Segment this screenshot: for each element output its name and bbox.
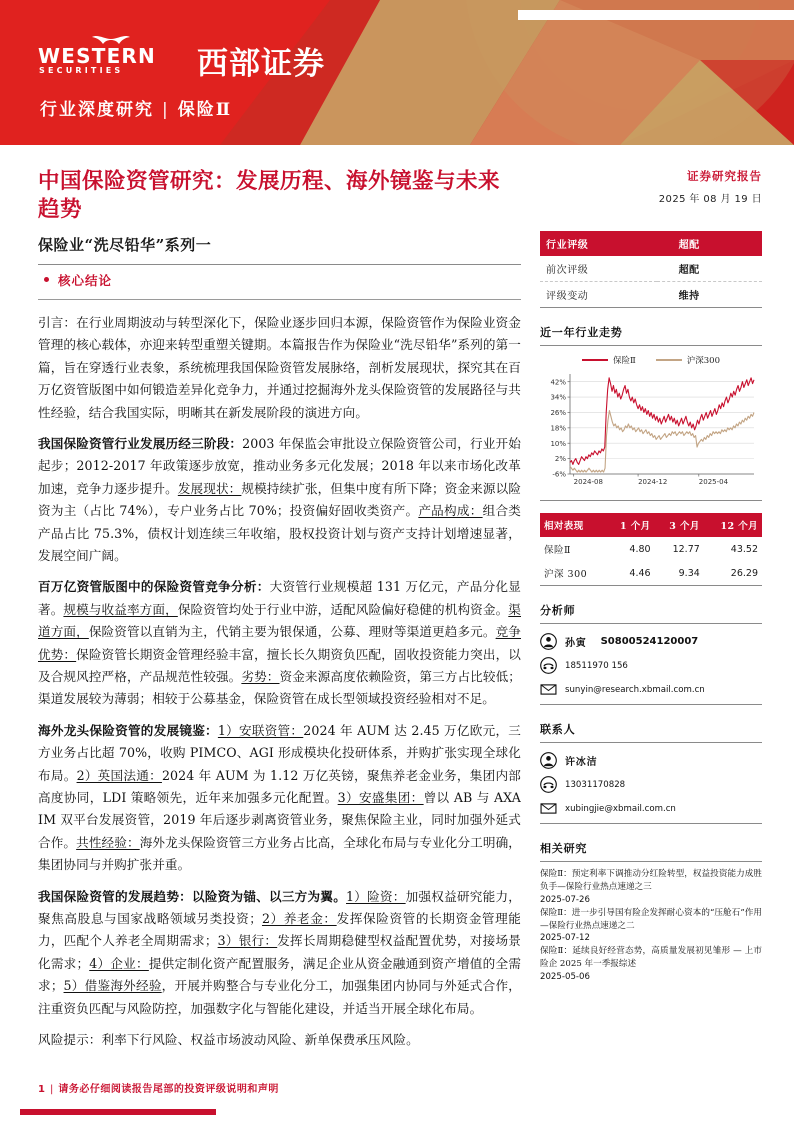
p5-e: ，开展并购整合与专业化分工，加强集团内协同与外延式合作，注重资负匹配与风险防控，加强数字化与智能化建设，并适当开展全球化布局。: [38, 978, 521, 1016]
body-text: [38, 312, 521, 1052]
report-date: 2025 年 08 月 19 日: [658, 194, 762, 205]
p3-b: 保险资管均处于行业中游，适配风险偏好稳健的机构资金。: [177, 601, 509, 617]
contact-name: 许冰洁: [565, 757, 598, 768]
person-icon: [540, 752, 557, 769]
svg-text:34%: 34%: [550, 393, 566, 402]
p2-b: 规模持续扩张，但集中度有所下降；资金来源以险资为主（占比 74%），专户业务占比 70%；投资偏好固收类资产。: [38, 480, 522, 519]
p3-c: 保险资管以直销为主，代销主要为银保通，公募、理财等渠道更趋多元。: [88, 624, 496, 640]
perf-header-1m: 1 个月: [605, 513, 654, 537]
p3-d: 保险资管长期资金管理经验丰富，擅长长久期资负匹配，固收投资能力突出，以及合规风控严格，产品规范性较强。: [38, 646, 521, 684]
contact-name-row: [540, 752, 762, 769]
legend-item-primary: [582, 354, 636, 366]
chart-divider: [540, 500, 762, 501]
rating-label-header: 行业评级: [540, 231, 657, 256]
risk-text: 风险提示：利率下行风险、权益市场波动风险、新单保费承压风险。: [38, 1032, 419, 1048]
p5-c: 发挥长周期稳健型权益配置优势，对接场景化需求；: [38, 933, 522, 971]
p4-b: 2024 年 AUM 为 1.12 万亿英镑，聚焦养老金业务，集团内部高度协同，LDI 策略领先，近年来加强多元化配置。: [38, 767, 522, 805]
list-item[interactable]: [540, 868, 762, 907]
related-item-title: 保险Ⅱ：预定利率下调推动分红险转型，权益投资能力成胜负手—保险行业热点速递之三: [540, 869, 762, 892]
banner-white-stripe: [518, 10, 794, 20]
paragraph-three-stages: [38, 433, 521, 567]
p5-lead: 我国保险资管的发展趋势：以险资为锚、以三方为翼。: [38, 888, 347, 904]
perf-row0-m3: 12.77: [672, 543, 700, 555]
banner-category-line: [40, 95, 232, 120]
analyst-name-row: [540, 633, 762, 650]
analyst-email: sunyin@research.xbmail.com.cn: [565, 684, 705, 695]
rating-change-label: 评级变动: [540, 282, 657, 308]
related-item-title: 保险Ⅱ：延续良好经营态势，高质量发展初见雏形 — 上市险企 2025 年一季报综述: [540, 946, 762, 970]
p4-d: 海外龙头保险资管三方业务占比高，全球化布局与专业化分工明确，集团协同与并购扩张并重。: [38, 834, 522, 873]
list-item[interactable]: [540, 945, 762, 984]
footer-red-bar: [20, 1109, 216, 1115]
p3-lead: 百万亿资管版图中的保险资管竞争分析：: [38, 579, 270, 595]
contact-email-row[interactable]: [540, 800, 762, 817]
p4-u3: 3）安盛集团：: [337, 790, 424, 805]
legend-label-primary: 保险Ⅱ: [612, 356, 636, 366]
p2-lead: 我国保险资管行业发展历经三阶段：: [38, 435, 243, 451]
phone-icon: [540, 657, 557, 674]
page-title: 中国保险资管研究：发展历程、海外镜鉴与未来趋势: [38, 169, 501, 222]
table-row: [540, 537, 762, 561]
p5-d: 提供定制化资产配置服务，满足企业从资金融通到资产增值的全需求；: [38, 955, 522, 994]
paragraph-trends: [38, 886, 521, 1020]
intro-text: 引言：在行业周期波动与转型深化下，保险业逐步回归本源，保险资管作为保险业资金管理的核心载体，亦迎来转型重塑关键期。本篇报告作为保险业“洗尽铅华”系列的第一篇，旨在穿透行业表象，系统梳理我国保险资管发展脉络，剖析发展现状，探究其在百万亿资管版图中如何锻造差异化竞争力，并通过挖掘海外龙头保险资管的发展路径与共性经验，结合我国实际，明晰其在新发展阶段的演进方向。: [38, 314, 521, 420]
analyst-divider: [540, 704, 762, 705]
svg-text:2%: 2%: [554, 455, 566, 464]
header-banner: [0, 0, 794, 145]
list-item[interactable]: [540, 907, 762, 946]
analyst-name: 孙寅: [565, 638, 587, 649]
legend-item-secondary: [656, 354, 720, 366]
svg-text:2024-08: 2024-08: [573, 478, 603, 486]
analyst-phone-row[interactable]: [540, 657, 762, 674]
p5-a: 加强权益研究能力，聚焦高股息与国家战略领域另类投资；: [38, 888, 521, 927]
svg-text:10%: 10%: [550, 439, 566, 448]
related-item-date: 2025-05-06: [540, 972, 590, 983]
related-item-date: 2025-07-26: [540, 894, 590, 905]
perf-header-12m: 12 个月: [704, 513, 762, 537]
p4-c: 曾以 AB 与 AXA IM 双平台发展资管，2019 年后逐步剥离资管业务，聚焦保险主业，同时加强外延式合作。: [38, 790, 521, 850]
bullet-dot-icon: [44, 277, 49, 282]
prev-rating-label: 前次评级: [540, 256, 657, 282]
p3-u3: 竞争优势：: [38, 624, 521, 662]
paragraph-overseas: [38, 720, 521, 877]
paragraph-intro: [38, 312, 521, 424]
p2-u1: 发展现状：: [177, 480, 242, 496]
person-icon: [540, 633, 557, 650]
page-footer: [38, 1080, 279, 1095]
main-content-column: [38, 168, 521, 1060]
perf-row0-m12: 43.52: [730, 543, 758, 555]
page-number: 1: [38, 1084, 45, 1095]
perf-row1-m3: 9.34: [655, 561, 704, 586]
core-conclusion-label: 核心结论: [58, 272, 113, 288]
svg-text:2025-04: 2025-04: [698, 478, 729, 486]
footer-separator: |: [49, 1084, 54, 1095]
rating-header-row: [540, 231, 762, 256]
company-logo: [38, 36, 325, 82]
svg-text:26%: 26%: [550, 409, 566, 418]
email-icon: [540, 681, 557, 698]
paragraph-risk: [38, 1029, 521, 1051]
table-row: [540, 256, 762, 282]
western-securities-mark: [38, 36, 188, 78]
rating-value-header: 超配: [657, 231, 762, 256]
p5-u4: 4）企业：: [89, 955, 149, 971]
rating-change-value: 维持: [657, 282, 762, 308]
perf-row0-m1: 4.80: [629, 543, 651, 555]
p4-a: 2024 年 AUM 达 2.45 万亿欧元，三方业务占比超 70%，收购 PIMCO、AGI 形成模块化投研体系，并购扩张实现全球化布局。: [38, 722, 521, 783]
brand-subtitle: SECURITIES: [39, 66, 124, 75]
p2-c: 组合类产品占比 75.3%，债权计划连续三年收缩，股权投资计划与资产支持计划增速显著，发展空间广阔。: [38, 503, 521, 563]
perf-row1-name: 沪深 300: [540, 561, 605, 586]
table-row: [540, 282, 762, 308]
contact-heading: 联系人: [540, 721, 762, 743]
banner-divider: |: [162, 100, 170, 120]
banner-category: 行业深度研究: [40, 100, 154, 120]
p5-u1: 1）险资：: [346, 888, 406, 904]
prev-rating-value: 超配: [657, 256, 762, 282]
chart-legend: [540, 354, 762, 366]
related-research-list: [540, 868, 762, 984]
p3-a: 大资管行业规模超 131 万亿元，产品分化显著。: [38, 579, 521, 617]
chart-canvas: [540, 368, 762, 496]
p3-u2: 渠道方面，: [38, 601, 521, 640]
contact-email: xubingjie@xbmail.com.cn: [565, 803, 676, 814]
perf-header-row: [540, 513, 762, 537]
footer-disclaimer: 请务必仔细阅读报告尾部的投资评级说明和声明: [58, 1084, 279, 1095]
page-subtitle: 保险业“洗尽铅华”系列一: [38, 235, 212, 254]
sidebar: [540, 168, 762, 984]
phone-icon: [540, 776, 557, 793]
p2-a: 2003 年保监会审批设立保险资管公司，行业开始起步；2012-2017 年政策逐步放宽，推动业务多元化发展；2018 年以来市场化改革加速，竞争力逐步提升。: [38, 435, 521, 496]
p3-u1: 规模与收益率方面，: [63, 601, 178, 617]
svg-text:-6%: -6%: [552, 470, 566, 479]
p5-u3: 3）银行：: [217, 933, 278, 949]
p5-b: 发挥保险资管的长期资金管理能力，匹配个人养老全周期需求；: [38, 911, 521, 949]
svg-text:18%: 18%: [550, 424, 566, 433]
brand-english: WESTERN: [38, 44, 156, 68]
analyst-email-row[interactable]: [540, 681, 762, 698]
p5-u5: 5）借鉴海外经验: [63, 978, 162, 994]
trend-chart: [540, 354, 762, 501]
svg-text:2024-12: 2024-12: [638, 478, 668, 486]
perf-header-3m: 3 个月: [655, 513, 704, 537]
contact-phone: 13031170828: [565, 779, 626, 790]
perf-row0-name: 保险Ⅱ: [544, 545, 571, 556]
analyst-phone: 18511970 156: [565, 660, 628, 671]
title-divider-bottom: [38, 299, 521, 300]
performance-table: [540, 513, 762, 586]
p2-u2: 产品构成：: [418, 503, 483, 519]
email-icon: [540, 800, 557, 817]
svg-text:42%: 42%: [550, 378, 566, 387]
p3-u4: 劣势：: [241, 668, 280, 684]
report-type-label: 证券研究报告: [687, 169, 762, 183]
perf-row1-m1: 4.46: [605, 561, 654, 586]
p4-u1: 1）安联资管：: [217, 722, 304, 738]
contact-divider: [540, 823, 762, 824]
related-item-title: 保险Ⅱ：进一步引导国有险企发挥耐心资本的“压舱石”作用—保险行业热点速递之二: [540, 907, 762, 931]
p4-u4: 共性经验：: [76, 834, 140, 850]
analyst-cert-number: S0800524120007: [600, 636, 699, 647]
related-research-heading: 相关研究: [540, 840, 762, 862]
perf-row1-m12: 26.29: [704, 561, 762, 586]
banner-industry: 保险Ⅱ: [177, 100, 233, 120]
p5-u2: 2）养老金：: [261, 911, 337, 927]
related-item-date: 2025-07-12: [540, 933, 590, 944]
brand-chinese: 西部证券: [197, 46, 325, 82]
contact-phone-row[interactable]: [540, 776, 762, 793]
core-conclusion-heading: [38, 265, 521, 293]
analyst-heading: 分析师: [540, 602, 762, 624]
legend-label-secondary: 沪深300: [686, 356, 720, 366]
trend-chart-heading: 近一年行业走势: [540, 324, 762, 346]
paragraph-competition: [38, 576, 521, 710]
p3-e: 资金来源高度依赖险资，第三方占比较低；渠道发展较为薄弱；相较于公募基金，保险资管在成长型领域投资经验相对不足。: [38, 668, 521, 707]
rating-table: [540, 231, 762, 308]
p4-u2: 2）英国法通：: [76, 767, 162, 783]
p4-lead: 海外龙头保险资管的发展镜鉴：: [38, 722, 218, 738]
legend-line-secondary: [656, 359, 682, 361]
contact-block: [540, 752, 762, 817]
analyst-block: [540, 633, 762, 698]
table-row: [540, 561, 762, 586]
legend-line-primary: [582, 359, 608, 361]
perf-header-name: 相对表现: [540, 513, 605, 537]
